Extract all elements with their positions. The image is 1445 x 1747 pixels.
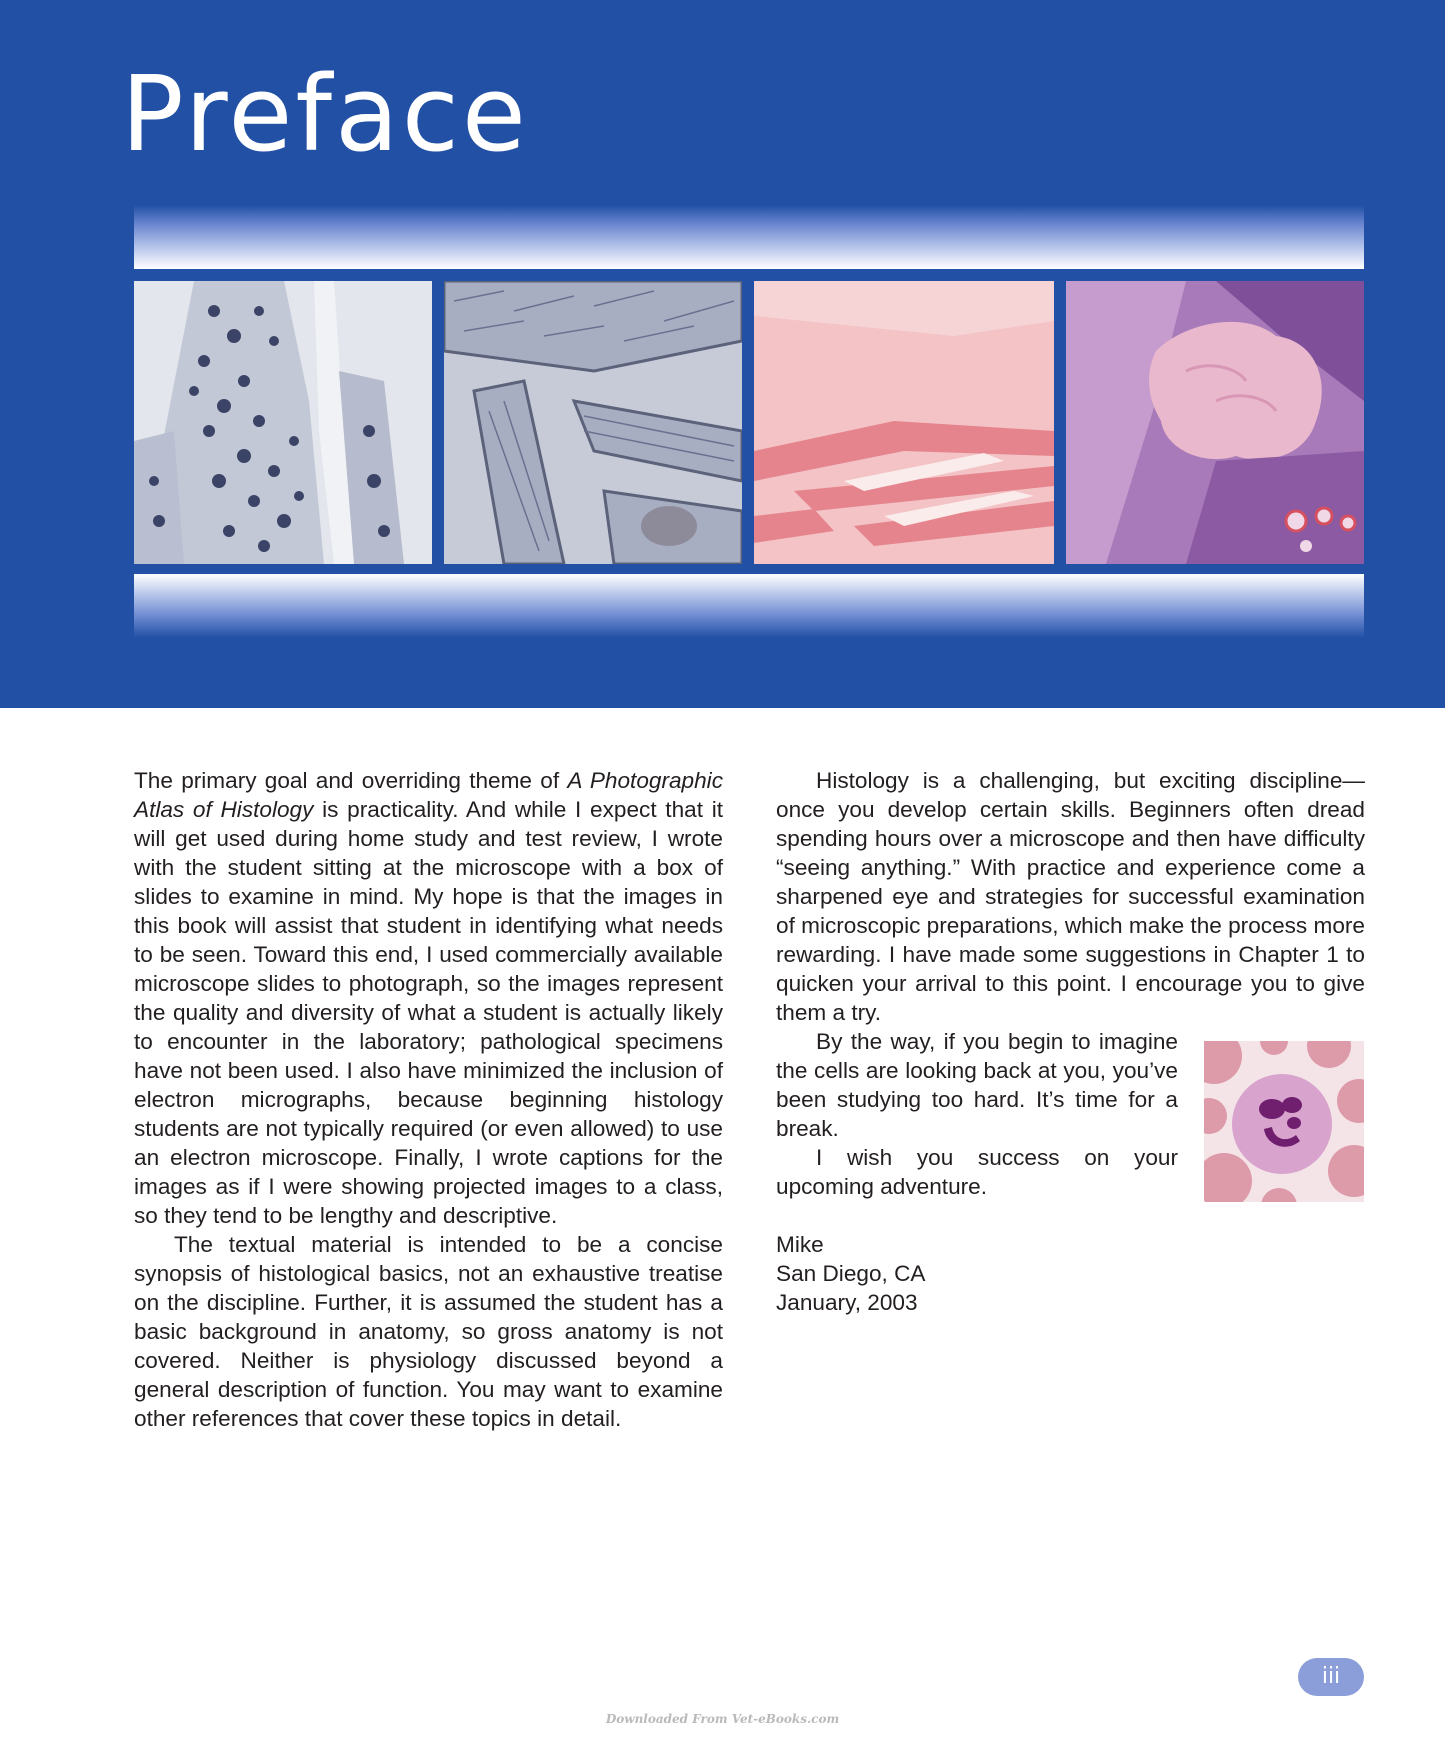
paragraph: I wish you success on your upcoming adventure. xyxy=(776,1145,1178,1199)
seminiferous-tubule-micrograph xyxy=(134,281,432,564)
page-title: Preface xyxy=(121,53,529,175)
paragraph-text: The primary goal and overriding theme of xyxy=(134,768,568,793)
signature-date: January, 2003 xyxy=(776,1290,918,1315)
top-gradient-strip xyxy=(134,205,1364,269)
paragraph: By the way, if you begin to imagine the cells are looking back at you, you’ve been studying too hard. It’s time for a break. xyxy=(776,1029,1178,1141)
skeletal-muscle-micrograph xyxy=(444,281,742,564)
lymphoid-tissue-micrograph xyxy=(1066,281,1364,564)
watermark: Downloaded From Vet-eBooks.com xyxy=(605,1712,840,1726)
signature-location: San Diego, CA xyxy=(776,1261,926,1286)
signature-name: Mike xyxy=(776,1232,824,1257)
paragraph-text: is practicality. And while I expect that it will get used during home study and test review, I wrote with the student sitting at the microscope with a box of slides to examine in mind. My hope is that the images in this book will assist that student in identifying what needs to be seen. Toward this end, I used commercially available microscope slides to photograph, so the images represent the quality and diversity of what a student is actually likely to encounter in the laboratory; pathological specimens have not been used. I also have minimized the inclusion of electron micrographs, because beginning histology students are not typically required (or even allowed) to use an electron microscope. Finally, I wrote captions for the images as if I were showing projected images to a class, so they tend to be lengthy and descriptive. xyxy=(134,797,723,1228)
header-banner xyxy=(0,0,1445,708)
paragraph xyxy=(134,766,723,1230)
page-number: iii xyxy=(1298,1658,1364,1696)
book-title: A Photographic Atlas of Histology xyxy=(134,768,724,822)
cardiac-muscle-micrograph xyxy=(754,281,1054,564)
bottom-gradient-strip xyxy=(134,574,1364,638)
neutrophil-blood-smear-image xyxy=(1204,1041,1364,1202)
paragraph: The textual material is intended to be a concise synopsis of histological basics, not an exhaustive treatise on the discipline. Further, it is assumed the student has a basic background in anatomy, so gross anatomy is not covered. Neither is physiology discussed beyond a general description of function. You may want to examine other references that cover these topics in detail. xyxy=(134,1232,723,1431)
left-text-column xyxy=(134,766,723,1433)
signature xyxy=(776,1230,1365,1317)
paragraph: Histology is a challenging, but exciting discipline—once you develop certain skills. Beginners often dread spending hours over a microscope and then have difficulty “seeing anything.” With practice and experience come a sharpened eye and strategies for successful examination of microscopic preparations, which make the process more rewarding. I have made some suggestions in Chapter 1 to quicken your arrival to this point. I encourage you to give them a try. xyxy=(776,768,1365,1025)
